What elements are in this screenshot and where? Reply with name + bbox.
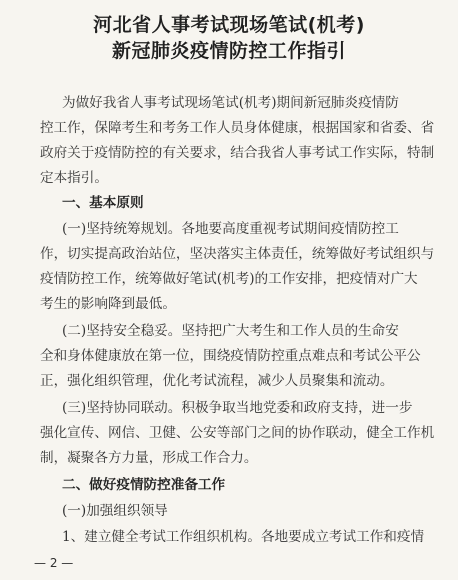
principle-3-line-3: 制，凝聚各方力量，形成工作合力。 [40, 450, 258, 466]
principle-1-line-1: (一)坚持统筹规划。各地要高度重视考试期间疫情防控工 [62, 221, 399, 237]
intro-line-3: 政府关于疫情防控的有关要求，结合我省人事考试工作实际，特制 [40, 145, 435, 161]
section-heading-prevention-preparation: 二、做好疫情防控准备工作 [62, 477, 226, 493]
intro-line-2: 控工作，保障考生和考务工作人员身体健康，根据国家和省委、省 [40, 120, 435, 136]
item-1-line-1: 1、建立健全考试工作组织机构。各地要成立考试工作和疫情 [62, 529, 425, 545]
principle-1-line-2: 作，切实提高政治站位，坚决落实主体责任，统筹做好考试组织与 [40, 246, 435, 262]
principle-1-line-4: 考生的影响降到最低。 [40, 296, 176, 312]
page-number: — 2 — [34, 556, 74, 570]
section-heading-basic-principles: 一、基本原则 [62, 195, 144, 211]
principle-3-line-2: 强化宣传、网信、卫健、公安等部门之间的协作联动，健全工作机 [40, 425, 435, 441]
subsection-heading-organization-leadership: (一)加强组织领导 [62, 503, 168, 519]
document-title-line2: 新冠肺炎疫情防控工作指引 [111, 40, 346, 62]
principle-2-line-1: (二)坚持安全稳妥。坚持把广大考生和工作人员的生命安 [62, 323, 399, 339]
intro-line-4: 定本指引。 [40, 170, 108, 186]
principle-2-line-3: 正，强化组织管理，优化考试流程，减少人员聚集和流动。 [40, 373, 394, 389]
principle-1-line-3: 疫情防控工作，统筹做好笔试(机考)的工作安排，把疫情对广大 [40, 271, 418, 287]
intro-line-1: 为做好我省人事考试现场笔试(机考)期间新冠肺炎疫情防 [62, 95, 399, 111]
principle-2-line-2: 全和身体健康放在第一位，围绕疫情防控重点难点和考试公平公 [40, 348, 421, 364]
principle-3-line-1: (三)坚持协同联动。积极争取当地党委和政府支持，进一步 [62, 400, 413, 416]
document-title-line1: 河北省人事考试现场笔试(机考) [93, 14, 365, 36]
